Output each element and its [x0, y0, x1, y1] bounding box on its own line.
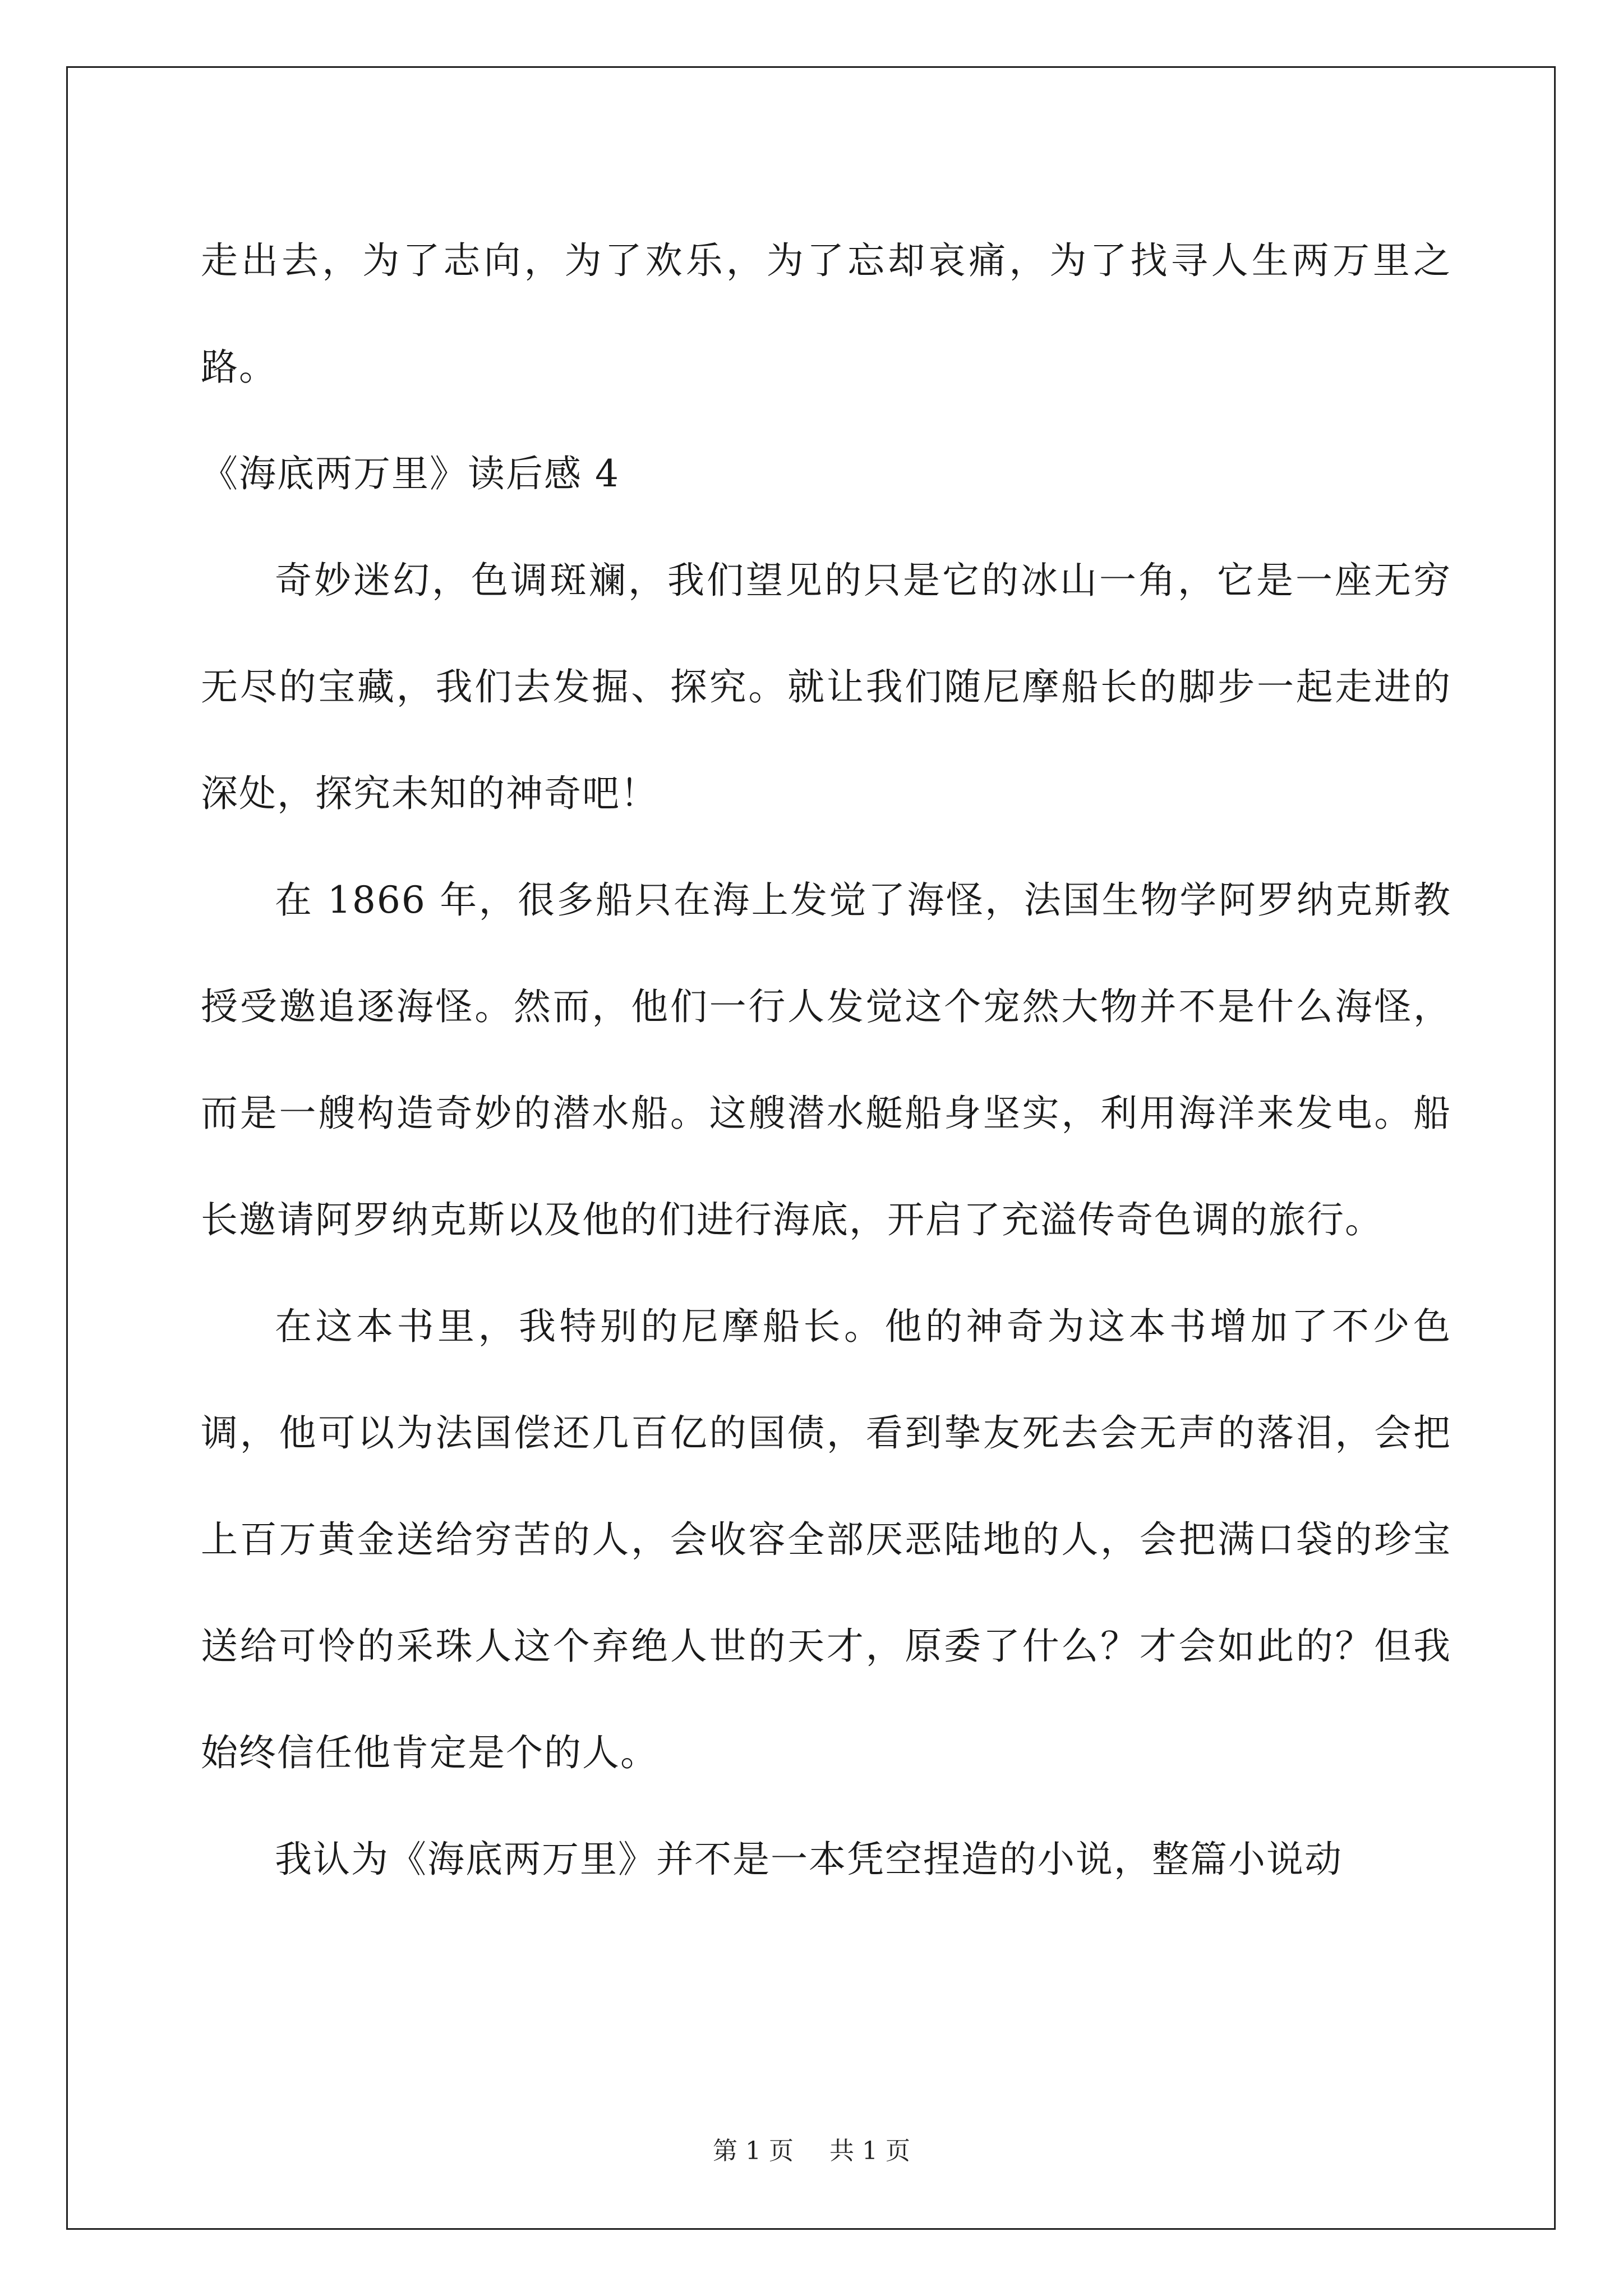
paragraph: 在 1866 年，很多船只在海上发觉了海怪，法国生物学阿罗纳克斯教授受邀追逐海怪。然而，他们一行人发觉这个宠然大物并不是什么海怪，而是一艘构造奇妙的潜水船。这艘潜水艇船身坚实，利用海洋来发电。船长邀请阿罗纳克斯以及他的们进行海底，开启了充溢传奇色调的旅行。	[201, 878, 1451, 1241]
paragraph-continued: 走出去，为了志向，为了欢乐，为了忘却哀痛，为了找寻人生两万里之路。	[201, 239, 1451, 389]
page-footer	[0, 2134, 1623, 2168]
paragraph: 在这本书里，我特别的尼摩船长。他的神奇为这本书增加了不少色调，他可以为法国偿还几百亿的国债，看到挚友死去会无声的落泪，会把上百万黄金送给穷苦的人，会收容全部厌恶陆地的人，会把满口袋的珍宝送给可怜的采珠人这个弃绝人世的天才，原委了什么？才会如此的？但我始终信任他肯定是个的人。	[201, 1305, 1451, 1774]
essay-heading: 《海底两万里》读后感 4	[201, 452, 620, 495]
paragraph: 我认为《海底两万里》并不是一本凭空捏造的小说，整篇小说动	[275, 1838, 1343, 1881]
document-body	[201, 208, 1451, 1913]
page-number: 第 1 页	[713, 2137, 794, 2165]
paragraph: 奇妙迷幻，色调斑斓，我们望见的只是它的冰山一角，它是一座无穷无尽的宝藏，我们去发掘、探究。就让我们随尼摩船长的脚步一起走进的深处，探究未知的神奇吧！	[201, 559, 1451, 815]
page-total: 共 1 页	[829, 2137, 910, 2165]
